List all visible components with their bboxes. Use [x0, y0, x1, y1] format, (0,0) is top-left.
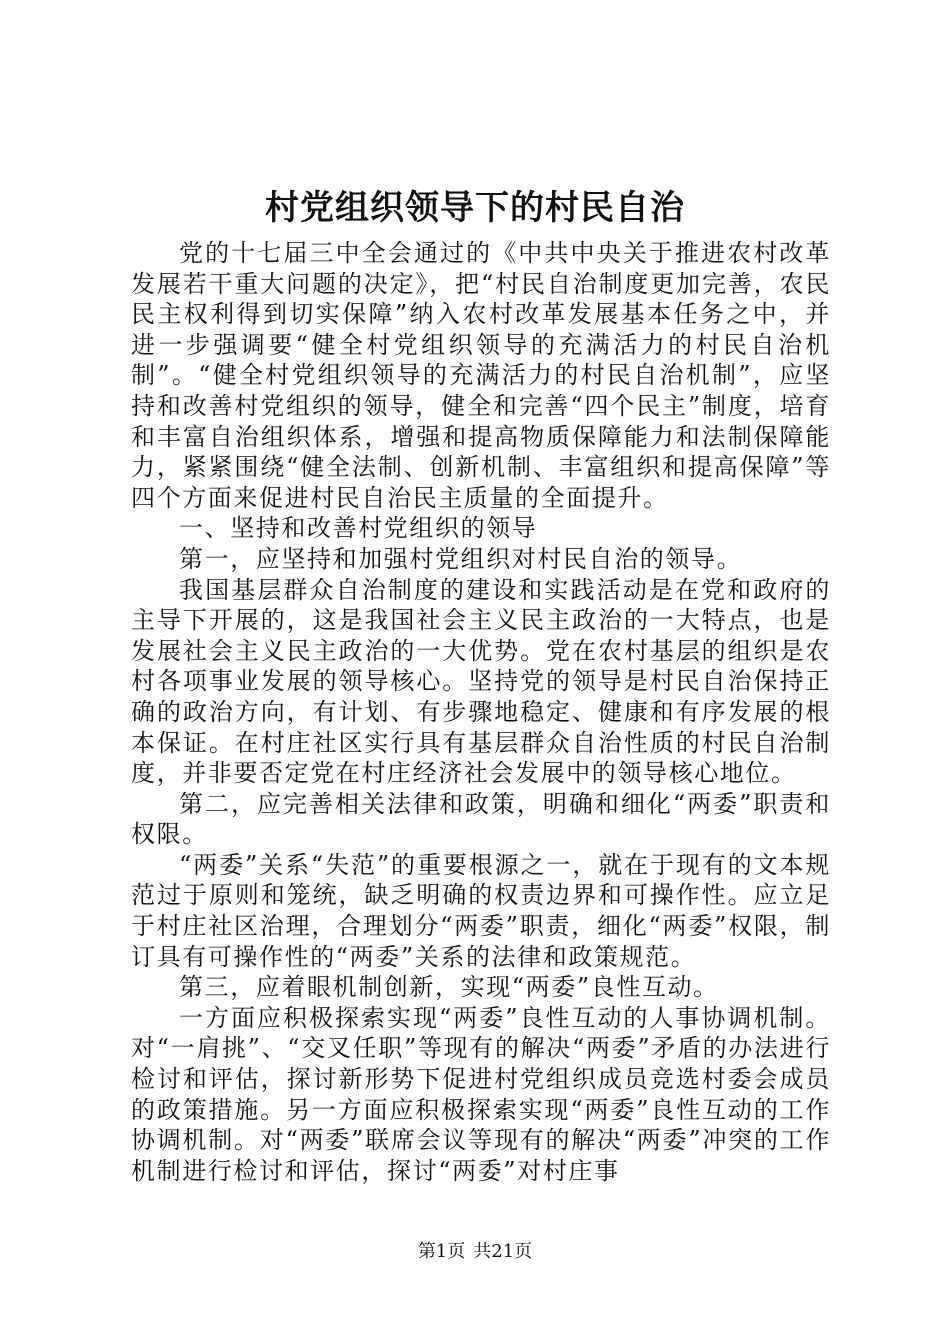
section-heading-1: 一、坚持和改善村党组织的领导 [179, 514, 538, 543]
paragraph-body: 我国基层群众自治制度的建设和实践活动是在党和政府的主导下开展的，这是我国社会主义民主政治的一大特点，也是发展社会主义民主政治的一大优势。党在农村基层的组织是农村各项事业发展的领导核心。坚持党的领导是村民自治保持正确的政治方向，有计划、有步骤地稳定、健康和有序发展的根本保证。在村庄社区实行具有基层群众自治性质的村民自治制度，并非要否定党在村庄经济社会发展中的领导核心地位。 [131, 575, 831, 788]
page-number: 第1页 [417, 1241, 466, 1262]
paragraph-point-2: 第二，应完善相关法律和政策，明确和细化“两委”职责和权限。 [131, 789, 831, 849]
paragraph-point-3: 第三，应着眼机制创新，实现“两委”良性互动。 [179, 973, 719, 1002]
page-footer [0, 1240, 950, 1264]
document-title: 村党组织领导下的村民自治 [265, 188, 685, 228]
paragraph-point-1: 第一，应坚持和加强村党组织对村民自治的领导。 [179, 544, 743, 573]
paragraph-body: 一方面应积极探索实现“两委”良性互动的人事协调机制。对“一肩挑”、“交叉任职”等现有的解决“两委”矛盾的办法进行检讨和评估，探讨新形势下促进村党组织成员竞选村委会成员的政策措施。另一方面应积极探索实现“两委”良性互动的工作协调机制。对“两委”联席会议等现有的解决“两委”冲突的工作机制进行检讨和评估，探讨“两委”对村庄事 [131, 1003, 831, 1185]
paragraph-intro: 党的十七届三中全会通过的《中共中央关于推进农村改革发展若干重大问题的决定》，把“村民自治制度更加完善，农民民主权利得到切实保障”纳入农村改革发展基本任务之中，并进一步强调要“健全村党组织领导的充满活力的村民自治机制”。“健全村党组织领导的充满活力的村民自治机制”，应坚持和改善村党组织的领导，健全和完善“四个民主”制度，培育和丰富自治组织体系，增强和提高物质保障能力和法制保障能力，紧紧围绕“健全法制、创新机制、丰富组织和提高保障”等四个方面来促进村民自治民主质量的全面提升。 [131, 239, 831, 512]
paragraph-body: “两委”关系“失范”的重要根源之一，就在于现有的文本规范过于原则和笼统，缺乏明确的权责边界和可操作性。应立足于村庄社区治理，合理划分“两委”职责，细化“两委”权限，制订具有可操作性的“两委”关系的法律和政策规范。 [131, 850, 831, 971]
document-body [131, 238, 831, 1186]
page-total: 共21页 [473, 1241, 533, 1262]
